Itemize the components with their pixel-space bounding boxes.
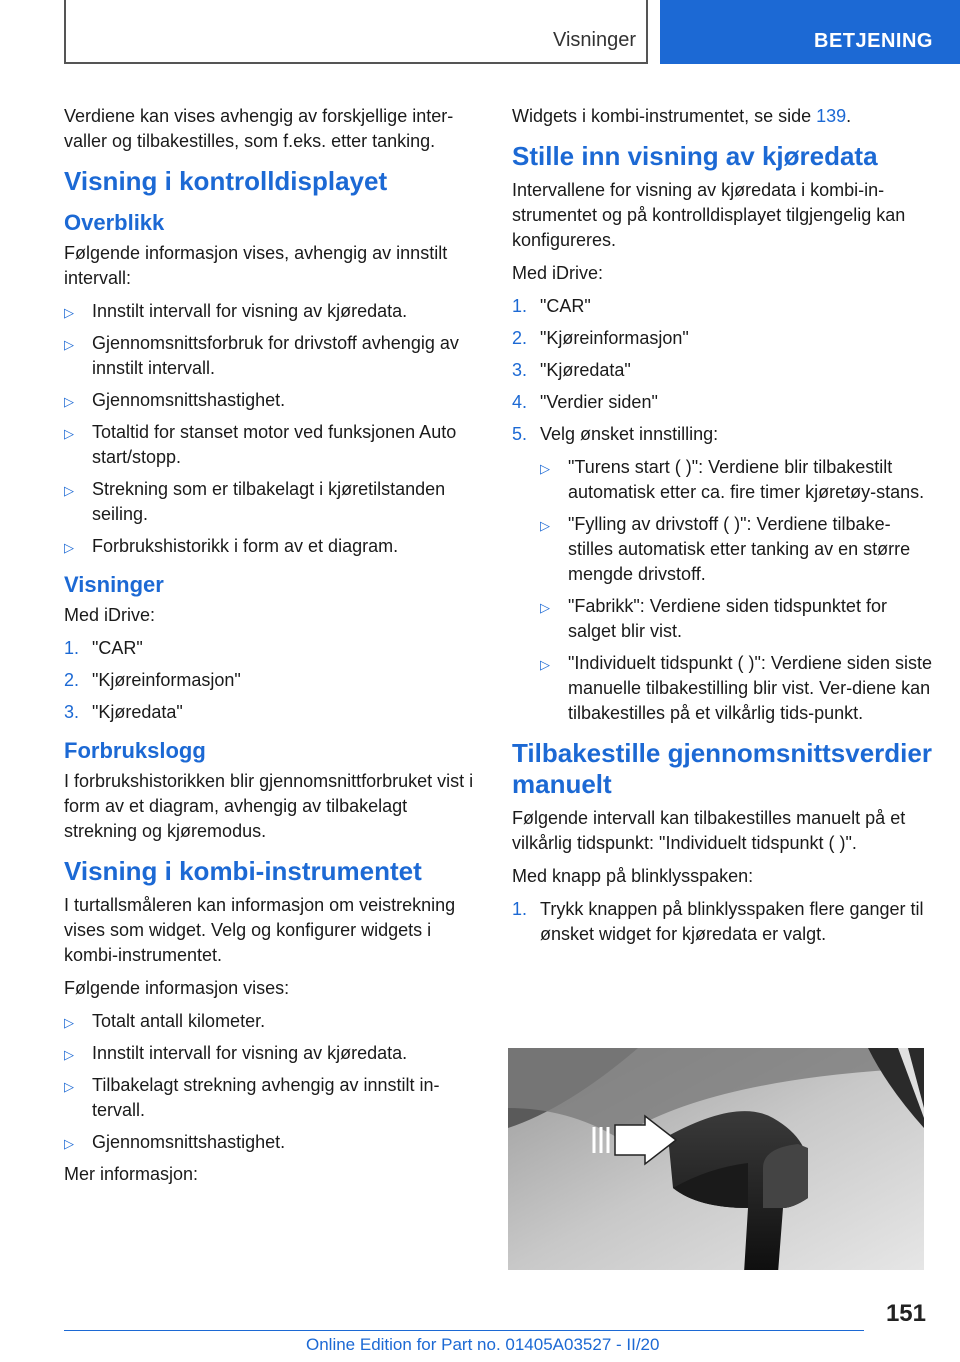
kombi-paragraph: I turtallsmåleren kan informasjon om veistrekning vises som widget. Velg og konfigurer widgets i kombi-instrumentet. xyxy=(64,895,456,965)
step-number: 3. xyxy=(64,702,80,722)
triangle-bullet-icon: ▷ xyxy=(64,483,74,498)
list-item: 1. "CAR" xyxy=(64,636,480,661)
mer-informasjon: Mer informasjon: xyxy=(64,1164,199,1184)
list-item: ▷ "Turens start ( )": Verdiene blir tilbakestilt automatisk etter ca. fire timer kjøretøy-stans. xyxy=(540,457,925,502)
turn-signal-lever-photo xyxy=(508,1048,924,1270)
list-item: 2. "Kjøreinformasjon" xyxy=(64,668,480,693)
header-section-title: Visninger xyxy=(552,29,636,51)
triangle-bullet-icon: ▷ xyxy=(64,305,74,320)
list-item: ▷ "Fabrikk": Verdiene siden tidspunktet for salget blir vist. xyxy=(540,596,887,641)
visninger-idrive: Med iDrive: xyxy=(64,605,156,625)
step-number: 1. xyxy=(512,899,528,919)
list-item: ▷ Totalt antall kilometer. xyxy=(64,1009,480,1034)
step-number: 5. xyxy=(512,424,528,444)
list-item: ▷ Gjennomsnittsforbruk for drivstoff avhengig av innstilt intervall. xyxy=(64,333,459,378)
visninger-steps xyxy=(64,636,480,725)
list-item: 5. Velg ønsket innstilling: ▷ "Turens start ( )": Verdiene blir tilbakestilt automatisk etter ca. fire timer kjøretøy-stans. ▷ "Fylling av drivstoff ( )": Verdiene tilbake-stilles automatisk etter tanking av en større mengde drivstoff. ▷ "Fabrikk": Verdiene siden tidspunktet for salget blir vist. ▷ "Individuelt tidspunkt ( )": Verdiene siden siste manuelle tilbakestilling blir vist. Ver-diene kan tilbakestilles på et vilkårlig tids-punkt. xyxy=(512,422,932,726)
list-item: ▷ Innstilt intervall for visning av kjøredata. xyxy=(64,299,480,324)
intro-paragraph: Verdiene kan vises avhengig av forskjellige inter-valler og tilbakestilles, som f.eks. etter tanking. xyxy=(64,106,454,151)
page-link-139[interactable]: 139 xyxy=(816,106,847,126)
stille-steps xyxy=(512,294,932,726)
triangle-bullet-icon: ▷ xyxy=(540,600,550,615)
heading-visninger: Visninger xyxy=(64,572,164,597)
step-number: 3. xyxy=(512,360,528,380)
header-chapter-tab xyxy=(660,0,960,64)
triangle-bullet-icon: ▷ xyxy=(64,1079,74,1094)
triangle-bullet-icon: ▷ xyxy=(64,337,74,352)
list-item: 1. "CAR" xyxy=(512,294,932,319)
list-item: ▷ Gjennomsnittshastighet. xyxy=(64,1130,480,1155)
triangle-bullet-icon: ▷ xyxy=(540,461,550,476)
setting-options-list xyxy=(540,455,932,726)
overblikk-list xyxy=(64,299,480,559)
step-number: 1. xyxy=(512,296,528,316)
header-chapter-title: BETJENING xyxy=(814,30,933,52)
heading-kontrolldisplay: Visning i kontrolldisplayet xyxy=(64,166,388,196)
triangle-bullet-icon: ▷ xyxy=(64,394,74,409)
triangle-bullet-icon: ▷ xyxy=(540,657,550,672)
heading-forbrukslogg: Forbrukslogg xyxy=(64,738,206,763)
triangle-bullet-icon: ▷ xyxy=(540,518,550,533)
list-item: ▷ Tilbakelagt strekning avhengig av innstilt in-tervall. xyxy=(64,1075,440,1120)
triangle-bullet-icon: ▷ xyxy=(64,540,74,555)
page-number: 151 xyxy=(885,1300,926,1327)
step-number: 2. xyxy=(64,670,80,690)
knapp-steps xyxy=(512,897,932,947)
step-number: 4. xyxy=(512,392,528,412)
triangle-bullet-icon: ▷ xyxy=(64,426,74,441)
kombi-list xyxy=(64,1009,480,1155)
widgets-reference: Widgets i kombi-instrumentet, se side 139. xyxy=(512,106,852,126)
heading-overblikk: Overblikk xyxy=(64,210,165,235)
triangle-bullet-icon: ▷ xyxy=(64,1136,74,1151)
footer-edition: Online Edition for Part no. 01405A03527 - II/20 xyxy=(306,1335,660,1354)
heading-tilbakestille: Tilbakestille gjennomsnittsverdier manuelt xyxy=(512,738,932,799)
stille-idrive: Med iDrive: xyxy=(512,263,604,283)
header-section-box xyxy=(64,0,648,64)
footer-divider xyxy=(64,1330,864,1331)
list-item: ▷ "Fylling av drivstoff ( )": Verdiene tilbake-stilles automatisk etter tanking av en større mengde drivstoff. xyxy=(540,514,911,584)
list-item: ▷ Forbrukshistorikk i form av et diagram. xyxy=(64,534,480,559)
right-column xyxy=(512,104,932,954)
step-number: 2. xyxy=(512,328,528,348)
heading-kombi: Visning i kombi-instrumentet xyxy=(64,856,422,886)
list-item: 1. Trykk knappen på blinklysspaken flere ganger til ønsket widget for kjøredata er valgt. xyxy=(512,899,924,944)
list-item: ▷ Gjennomsnittshastighet. xyxy=(64,388,480,413)
list-item: 2. "Kjøreinformasjon" xyxy=(512,326,932,351)
list-item: 3. "Kjøredata" xyxy=(64,700,480,725)
kombi-info: Følgende informasjon vises: xyxy=(64,978,290,998)
list-item: 4. "Verdier siden" xyxy=(512,390,932,415)
list-item: ▷ "Individuelt tidspunkt ( )": Verdiene siden siste manuelle tilbakestilling blir vist. Ver-diene kan tilbakestilles på et vilkårlig tids-punkt. xyxy=(540,653,932,723)
list-item: ▷ Innstilt intervall for visning av kjøredata. xyxy=(64,1041,480,1066)
knapp-paragraph: Med knapp på blinklysspaken: xyxy=(512,866,754,886)
step-number: 1. xyxy=(64,638,80,658)
heading-stille-inn: Stille inn visning av kjøredata xyxy=(512,141,878,171)
list-item: ▷ Totaltid for stanset motor ved funksjonen Auto start/stopp. xyxy=(64,422,457,467)
tilbakestille-paragraph: Følgende intervall kan tilbakestilles manuelt på et vilkårlig tidspunkt: "Individuelt tidspunkt ( )". xyxy=(512,808,906,853)
triangle-bullet-icon: ▷ xyxy=(64,1015,74,1030)
stille-paragraph: Intervallene for visning av kjøredata i kombi-in-strumentet og på kontrolldisplayet tilgjengelig kan konfigureres. xyxy=(512,180,906,250)
forbrukslogg-paragraph: I forbrukshistorikken blir gjennomsnittforbruket vist i form av et diagram, avhengig av tilbakelagt strekning og kjøremodus. xyxy=(64,771,474,841)
overblikk-paragraph: Følgende informasjon vises, avhengig av innstilt intervall: xyxy=(64,243,448,288)
triangle-bullet-icon: ▷ xyxy=(64,1047,74,1062)
list-item: 3. "Kjøredata" xyxy=(512,358,932,383)
left-column xyxy=(64,104,480,1195)
list-item: ▷ Strekning som er tilbakelagt i kjøretilstanden seiling. xyxy=(64,479,446,524)
